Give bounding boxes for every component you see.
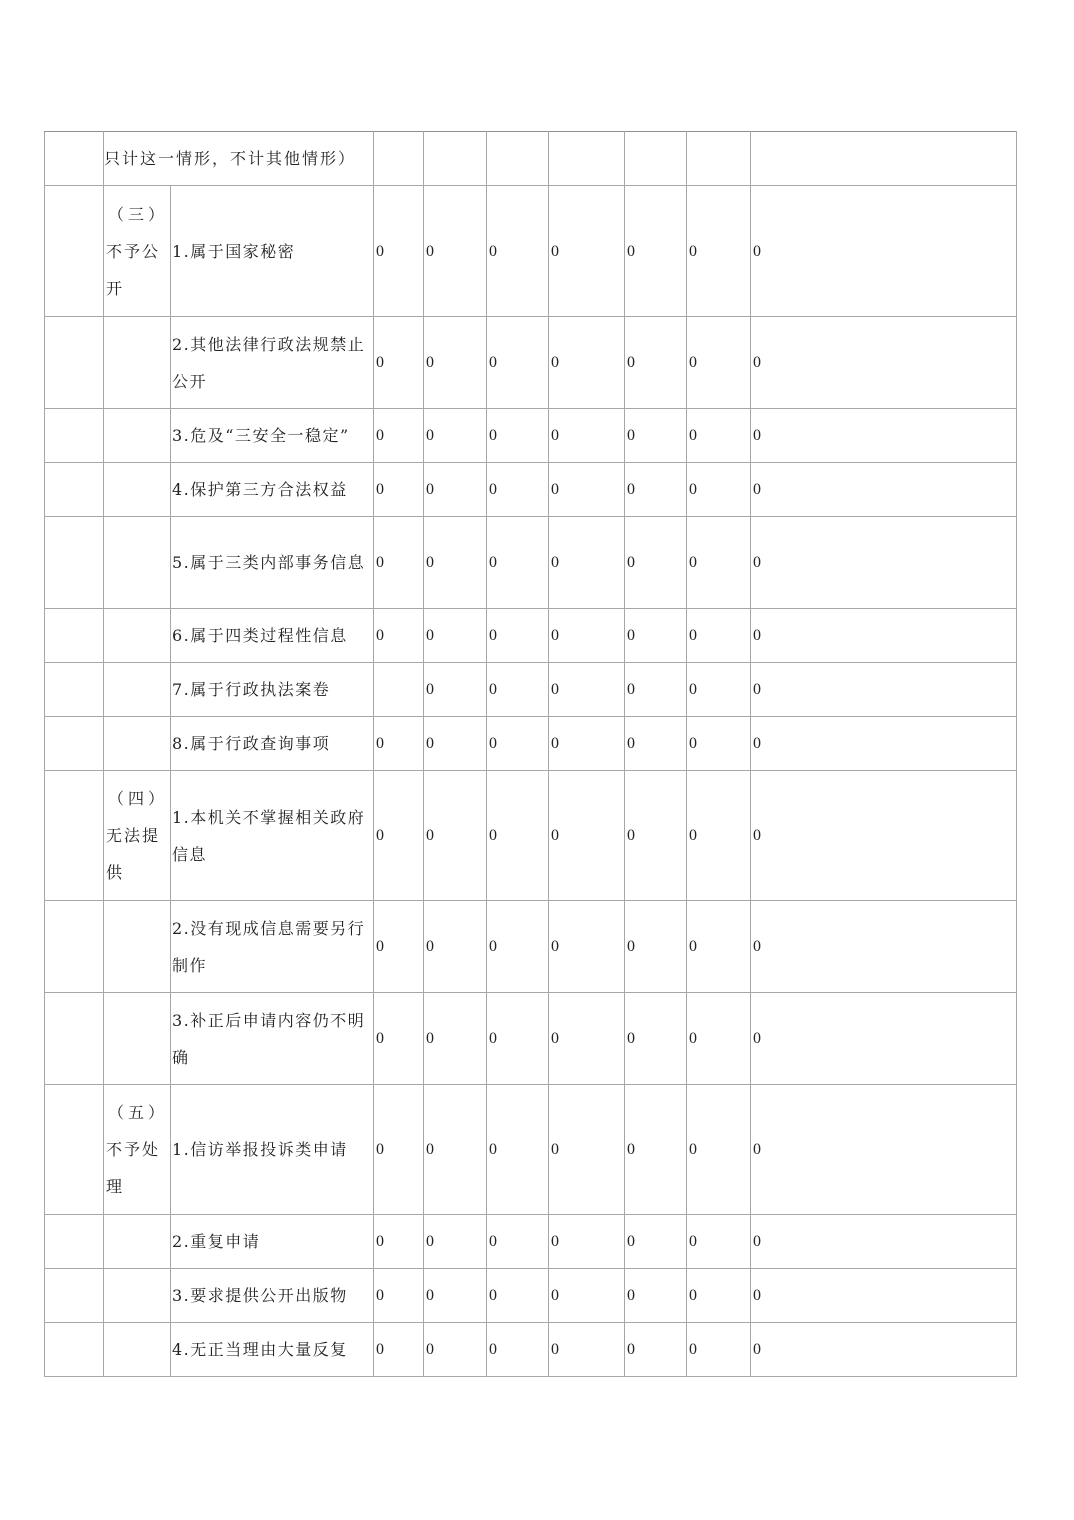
value-cell: 0 [687,1215,751,1269]
value-cell [625,132,687,186]
value-cell [487,132,549,186]
value-cell: 0 [687,186,751,317]
item-label-cell: 1.信访举报投诉类申请 [171,1085,374,1215]
item-label-cell: 5.属于三类内部事务信息 [171,517,374,609]
value-cell: 0 [549,1323,625,1377]
value-cell: 0 [625,771,687,901]
value-cell: 0 [487,1215,549,1269]
row-blank-cell [45,317,104,409]
value-cell [374,132,424,186]
value-cell: 0 [549,901,625,993]
value-cell: 0 [549,717,625,771]
category-cell [104,1085,171,1215]
value-cell: 0 [751,771,1017,901]
value-cell: 0 [424,1269,487,1323]
value-cell: 0 [751,1323,1017,1377]
item-label-cell: 7.属于行政执法案卷 [171,663,374,717]
item-label-cell: 4.保护第三方合法权益 [171,463,374,517]
value-cell: 0 [625,609,687,663]
value-cell: 0 [549,409,625,463]
table-row [45,409,1017,463]
value-cell: 0 [687,717,751,771]
value-cell: 0 [625,409,687,463]
value-cell: 0 [549,517,625,609]
value-cell [374,663,424,717]
value-cell: 0 [487,771,549,901]
table-row [45,132,1017,186]
value-cell: 0 [424,409,487,463]
item-label-cell: 只计这一情形，不计其他情形） [104,132,374,186]
value-cell: 0 [487,186,549,317]
value-cell: 0 [625,901,687,993]
value-cell: 0 [751,901,1017,993]
category-cell [104,609,171,663]
value-cell: 0 [424,1085,487,1215]
value-cell [424,132,487,186]
value-cell: 0 [487,663,549,717]
category-cell [104,1215,171,1269]
value-cell: 0 [487,317,549,409]
value-cell: 0 [424,993,487,1085]
category-cell [104,409,171,463]
category-label-line: 开 [106,278,125,298]
value-cell: 0 [374,517,424,609]
table-row [45,1215,1017,1269]
row-blank-cell [45,186,104,317]
value-cell: 0 [374,609,424,663]
category-label-line: （五） [107,1103,168,1122]
table-row [45,186,1017,317]
value-cell: 0 [751,409,1017,463]
value-cell: 0 [374,717,424,771]
row-blank-cell [45,409,104,463]
category-cell [104,901,171,993]
value-cell: 0 [424,663,487,717]
category-cell [104,1269,171,1323]
value-cell: 0 [374,317,424,409]
category-cell [104,317,171,409]
value-cell: 0 [625,1269,687,1323]
row-blank-cell [45,517,104,609]
value-cell: 0 [687,901,751,993]
value-cell: 0 [549,1215,625,1269]
value-cell: 0 [549,609,625,663]
item-label-cell: 1.本机关不掌握相关政府信息 [171,771,374,901]
value-cell: 0 [687,609,751,663]
value-cell: 0 [687,317,751,409]
item-label-cell: 1.属于国家秘密 [171,186,374,317]
value-cell: 0 [751,1269,1017,1323]
value-cell: 0 [487,1085,549,1215]
statistics-table [44,131,1017,1377]
value-cell: 0 [751,1215,1017,1269]
value-cell: 0 [374,1269,424,1323]
category-cell [104,771,171,901]
row-blank-cell [45,993,104,1085]
value-cell [751,132,1017,186]
value-cell: 0 [374,1085,424,1215]
row-blank-cell [45,463,104,517]
category-label-line: 供 [106,863,125,882]
item-label-cell: 2.其他法律行政法规禁止公开 [171,317,374,409]
table-row [45,663,1017,717]
value-cell: 0 [751,317,1017,409]
row-blank-cell [45,132,104,186]
value-cell: 0 [487,1269,549,1323]
value-cell: 0 [751,463,1017,517]
value-cell: 0 [374,771,424,901]
value-cell: 0 [487,517,549,609]
row-blank-cell [45,1323,104,1377]
row-blank-cell [45,663,104,717]
value-cell: 0 [687,663,751,717]
category-cell [104,517,171,609]
value-cell: 0 [487,609,549,663]
value-cell: 0 [374,1323,424,1377]
item-label-cell: 3.补正后申请内容仍不明确 [171,993,374,1085]
table-row [45,771,1017,901]
value-cell: 0 [487,463,549,517]
row-blank-cell [45,717,104,771]
row-blank-cell [45,1085,104,1215]
value-cell: 0 [625,993,687,1085]
value-cell: 0 [487,717,549,771]
value-cell: 0 [487,409,549,463]
value-cell: 0 [549,1269,625,1323]
value-cell: 0 [424,186,487,317]
item-label-cell: 2.重复申请 [171,1215,374,1269]
table-row [45,1323,1017,1377]
value-cell: 0 [687,409,751,463]
value-cell: 0 [625,1215,687,1269]
value-cell [549,132,625,186]
value-cell: 0 [625,663,687,717]
value-cell: 0 [751,517,1017,609]
table-row [45,463,1017,517]
category-cell [104,993,171,1085]
table-row [45,993,1017,1085]
value-cell: 0 [424,517,487,609]
value-cell: 0 [625,186,687,317]
value-cell: 0 [424,771,487,901]
category-label-line: （三） [107,204,168,224]
category-cell [104,1323,171,1377]
table-row [45,901,1017,993]
value-cell: 0 [751,717,1017,771]
value-cell: 0 [687,771,751,901]
value-cell: 0 [374,463,424,517]
value-cell: 0 [625,717,687,771]
value-cell: 0 [424,317,487,409]
value-cell: 0 [374,1215,424,1269]
category-label-line: 不予处 [106,1140,161,1159]
item-label-cell: 2.没有现成信息需要另行制作 [171,901,374,993]
value-cell: 0 [374,901,424,993]
category-cell [104,717,171,771]
value-cell [687,132,751,186]
value-cell: 0 [751,609,1017,663]
value-cell: 0 [687,993,751,1085]
value-cell: 0 [625,517,687,609]
value-cell: 0 [424,1215,487,1269]
table-row [45,1085,1017,1215]
value-cell: 0 [487,901,549,993]
value-cell: 0 [687,463,751,517]
value-cell: 0 [549,663,625,717]
value-cell: 0 [424,609,487,663]
table-row [45,717,1017,771]
item-label-cell: 3.危及“三安全一稳定” [171,409,374,463]
value-cell: 0 [687,517,751,609]
row-blank-cell [45,1269,104,1323]
value-cell: 0 [424,901,487,993]
value-cell: 0 [374,186,424,317]
value-cell: 0 [687,1269,751,1323]
item-label-cell: 6.属于四类过程性信息 [171,609,374,663]
table-row [45,317,1017,409]
table-row [45,1269,1017,1323]
value-cell: 0 [751,1085,1017,1215]
value-cell: 0 [424,463,487,517]
item-label-cell: 8.属于行政查询事项 [171,717,374,771]
row-blank-cell [45,609,104,663]
value-cell: 0 [549,1085,625,1215]
value-cell: 0 [751,663,1017,717]
value-cell: 0 [374,993,424,1085]
value-cell: 0 [424,1323,487,1377]
category-label-line: 不予公 [106,241,161,261]
value-cell: 0 [625,317,687,409]
value-cell: 0 [625,1085,687,1215]
category-cell [104,663,171,717]
category-label-line: （四） [107,789,168,808]
value-cell: 0 [625,1323,687,1377]
value-cell: 0 [487,1323,549,1377]
category-cell [104,463,171,517]
value-cell: 0 [549,186,625,317]
value-cell: 0 [625,463,687,517]
row-blank-cell [45,901,104,993]
row-blank-cell [45,1215,104,1269]
category-label-line: 理 [106,1177,125,1196]
value-cell: 0 [374,409,424,463]
item-label-cell: 3.要求提供公开出版物 [171,1269,374,1323]
category-label-line: 无法提 [106,826,161,845]
value-cell: 0 [549,993,625,1085]
category-cell [104,186,171,317]
value-cell: 0 [549,317,625,409]
value-cell: 0 [487,993,549,1085]
table-body [45,132,1017,1377]
item-label-cell: 4.无正当理由大量反复 [171,1323,374,1377]
value-cell: 0 [549,771,625,901]
value-cell: 0 [751,993,1017,1085]
table-row [45,609,1017,663]
table-row [45,517,1017,609]
row-blank-cell [45,771,104,901]
value-cell: 0 [687,1085,751,1215]
value-cell: 0 [751,186,1017,317]
value-cell: 0 [549,463,625,517]
value-cell: 0 [424,717,487,771]
value-cell: 0 [687,1323,751,1377]
